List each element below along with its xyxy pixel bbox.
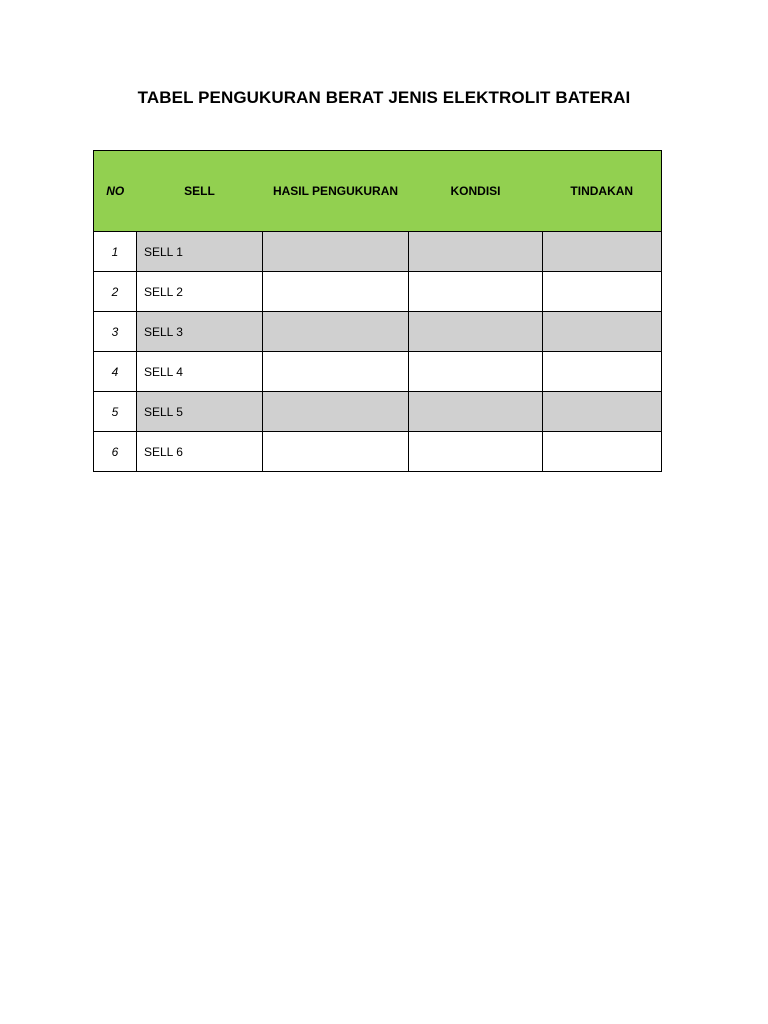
measurement-table	[93, 150, 662, 472]
cell-no: 4	[94, 352, 137, 392]
cell-hasil-pengukuran[interactable]	[263, 352, 409, 392]
cell-tindakan[interactable]	[543, 312, 662, 352]
cell-kondisi[interactable]	[409, 432, 543, 472]
cell-kondisi[interactable]	[409, 352, 543, 392]
header-hasil-pengukuran: HASIL PENGUKURAN	[263, 151, 409, 232]
cell-kondisi[interactable]	[409, 272, 543, 312]
table-row	[94, 232, 662, 272]
cell-hasil-pengukuran[interactable]	[263, 432, 409, 472]
cell-sell: SELL 3	[137, 312, 263, 352]
cell-sell: SELL 1	[137, 232, 263, 272]
table-header-row	[94, 151, 662, 232]
cell-no: 3	[94, 312, 137, 352]
cell-tindakan[interactable]	[543, 352, 662, 392]
cell-sell: SELL 5	[137, 392, 263, 432]
cell-tindakan[interactable]	[543, 392, 662, 432]
cell-tindakan[interactable]	[543, 232, 662, 272]
header-kondisi: KONDISI	[409, 151, 543, 232]
cell-sell: SELL 4	[137, 352, 263, 392]
cell-tindakan[interactable]	[543, 432, 662, 472]
cell-kondisi[interactable]	[409, 232, 543, 272]
header-sell: SELL	[137, 151, 263, 232]
header-no: NO	[94, 151, 137, 232]
page-title: TABEL PENGUKURAN BERAT JENIS ELEKTROLIT BATERAI	[137, 88, 631, 107]
cell-kondisi[interactable]	[409, 312, 543, 352]
cell-kondisi[interactable]	[409, 392, 543, 432]
cell-sell: SELL 2	[137, 272, 263, 312]
table-header	[94, 151, 662, 232]
table-row	[94, 352, 662, 392]
table-body	[94, 232, 662, 472]
header-tindakan: TINDAKAN	[543, 151, 662, 232]
cell-hasil-pengukuran[interactable]	[263, 272, 409, 312]
cell-no: 1	[94, 232, 137, 272]
cell-hasil-pengukuran[interactable]	[263, 232, 409, 272]
table-row	[94, 392, 662, 432]
table-row	[94, 312, 662, 352]
cell-hasil-pengukuran[interactable]	[263, 392, 409, 432]
table-row	[94, 432, 662, 472]
cell-hasil-pengukuran[interactable]	[263, 312, 409, 352]
cell-no: 5	[94, 392, 137, 432]
cell-no: 2	[94, 272, 137, 312]
cell-no: 6	[94, 432, 137, 472]
cell-sell: SELL 6	[137, 432, 263, 472]
table-row	[94, 272, 662, 312]
cell-tindakan[interactable]	[543, 272, 662, 312]
